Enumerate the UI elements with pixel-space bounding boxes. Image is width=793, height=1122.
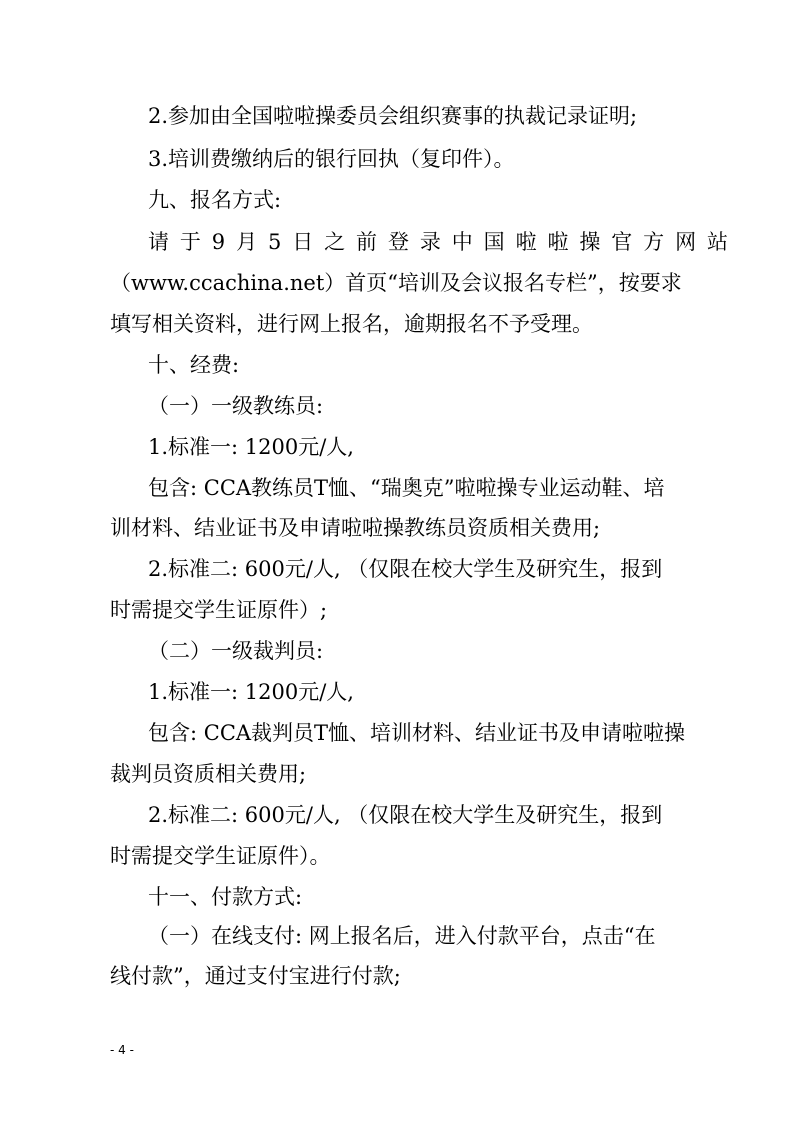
section-heading: 十、经费: xyxy=(148,353,240,377)
paragraph-line: 填写相关资料，进行网上报名，逾期报名不予受理。 xyxy=(110,312,593,336)
section-heading: 十一、付款方式: xyxy=(148,885,303,909)
paragraph-line: 裁判员资质相关费用; xyxy=(110,762,307,786)
paragraph-line: 请于9月5日之前登录中国啦啦操官方网站 xyxy=(148,230,728,254)
paragraph-line: 时需提交学生证原件）; xyxy=(110,598,328,622)
paragraph-line: 包含: CCA裁判员T恤、培训材料、结业证书及申请啦啦操 xyxy=(148,721,686,745)
paragraph-line: 2.参加由全国啦啦操委员会组织赛事的执裁记录证明; xyxy=(148,104,638,128)
page-number: - 4 - xyxy=(110,1043,134,1057)
paragraph-line: 线付款”，通过支付宝进行付款; xyxy=(110,964,401,988)
subsection-heading: （二）一级裁判员: xyxy=(148,639,324,663)
section-heading: 九、报名方式: xyxy=(148,188,282,212)
paragraph-line: 包含: CCA教练员T恤、“瑞奥克”啦啦操专业运动鞋、培 xyxy=(148,476,665,500)
paragraph-line: 1.标准一: 1200元/人, xyxy=(148,435,354,459)
subsection-heading: （一）一级教练员: xyxy=(148,394,324,418)
paragraph-line: 2.标准二: 600元/人, （仅限在校大学生及研究生，报到 xyxy=(148,803,663,827)
paragraph-line: （一）在线支付: 网上报名后，进入付款平台，点击“在 xyxy=(148,924,656,948)
paragraph-line: 2.标准二: 600元/人, （仅限在校大学生及研究生，报到 xyxy=(148,557,663,581)
paragraph-line: 3.培训费缴纳后的银行回执（复印件）。 xyxy=(148,147,515,171)
paragraph-line: 训材料、结业证书及申请啦啦操教练员资质相关费用; xyxy=(110,516,601,540)
paragraph-line: 1.标准一: 1200元/人, xyxy=(148,680,354,704)
paragraph-line: （www.ccachina.net）首页“培训及会议报名专栏”，按要求 xyxy=(110,271,682,295)
paragraph-line: 时需提交学生证原件）。 xyxy=(110,844,331,868)
